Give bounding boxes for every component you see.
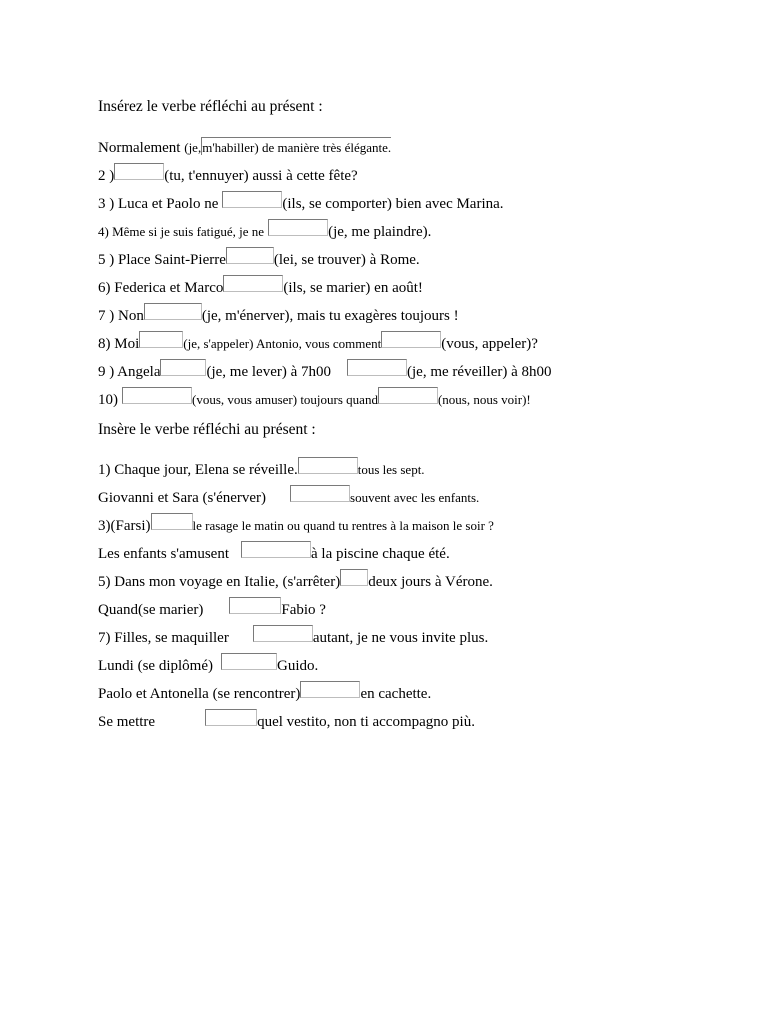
hint-text: (nous, nous voir)! [437,392,531,407]
answer-input[interactable] [300,681,360,698]
answer-input[interactable] [298,457,358,474]
hint-text: souvent avec les enfants. [350,490,480,505]
hint-text: tous les sept. [357,462,425,477]
hint-text: deux jours à Vérone. [368,574,493,590]
prompt-text: 6) Federica et Marco [98,280,224,296]
section1-heading: Insérez le verbe réfléchi au présent : [98,98,323,115]
section2-heading: Insère le verbe réfléchi au présent : [98,421,316,438]
exercise-line [98,275,423,296]
hint-text: (ils, se marier) en août! [283,280,423,296]
hint-text: en cachette. [360,686,432,702]
exercise-line [98,597,326,618]
exercise-line [98,653,319,674]
prompt-text: 2 ) [98,168,115,184]
prompt-text: 10) [98,392,118,408]
exercise-line [98,191,504,212]
answer-input[interactable] [122,387,192,404]
prompt-text: Normalement [98,140,185,156]
hint-text: (je, me plaindre). [328,224,432,240]
exercise-line [98,513,494,534]
hint-text: Fabio ? [281,602,326,618]
prompt-text: 5 ) Place Saint-Pierre [98,252,226,268]
prompt-text: 8) Moi [98,336,140,352]
hint-text: à la piscine chaque été. [311,546,450,562]
hint-text: quel vestito, non ti accompagno più. [257,714,475,730]
hint-text: (je, s'appeler) Antonio, vous comment [183,336,382,351]
answer-input[interactable] [381,331,441,348]
answer-input[interactable] [222,191,282,208]
hint-text: autant, je ne vous invite plus. [312,630,489,646]
exercise-line [98,709,475,730]
hint-text: Guido. [276,658,319,674]
answer-input[interactable] [290,485,350,502]
hint-text: le rasage le matin ou quand tu rentres à la maison le soir ? [192,518,494,533]
exercise-line [98,359,552,380]
answer-input[interactable] [160,359,206,376]
answer-input[interactable] [241,541,311,558]
exercise-line [98,387,531,408]
answer-input[interactable] [268,219,328,236]
exercise-line [98,331,538,352]
hint-text: (je, me réveiller) à 8h00 [407,364,552,380]
prompt-text: Se mettre [98,714,156,730]
answer-input[interactable] [151,513,193,530]
answer-input[interactable] [221,653,277,670]
answer-input[interactable] [378,387,438,404]
hint-text: (vous, appeler)? [441,336,538,352]
prompt-text: 9 ) Angela [98,364,161,380]
prompt-text: 7) Filles, se maquiller [98,630,229,646]
hint-text: (je, [184,140,202,155]
exercise-line [98,541,450,562]
answer-input[interactable] [229,597,281,614]
prompt-text: 1) Chaque jour, Elena se réveille. [98,462,298,478]
answer-input[interactable] [114,163,164,180]
exercise-line [98,681,432,702]
exercise-line [98,569,493,590]
prompt-text: Paolo et Antonella (se rencontrer) [98,686,301,702]
hint-text: (lei, se trouver) à Rome. [273,252,420,268]
prompt-text: Lundi (se diplômé) [98,658,213,674]
prompt-text: Les enfants s'amusent [98,546,230,562]
exercise-line [98,135,392,156]
exercise-line [98,485,480,506]
prompt-text: 3)(Farsi) [98,518,151,534]
prompt-text: 3 ) Luca et Paolo ne [98,196,219,212]
prompt-text: 7 ) Non [98,308,144,324]
hint-text: m'habiller) de manière très élégante. [201,137,391,155]
prompt-text: Giovanni et Sara (s'énerver) [98,490,267,506]
prompt-text: 4) Même si je suis fatigué, je ne [98,224,265,239]
hint-text: (vous, vous amuser) toujours quand [192,392,378,407]
exercise-line [98,247,420,268]
answer-input[interactable] [340,569,368,586]
hint-text: (je, m'énerver), mais tu exagères toujours ! [201,308,459,324]
exercise-line [98,625,489,646]
answer-input[interactable] [205,709,257,726]
exercise-line [98,303,459,324]
prompt-text: Quand(se marier) [98,602,204,618]
answer-input[interactable] [139,331,183,348]
hint-text: (ils, se comporter) bien avec Marina. [282,196,504,212]
exercise-line [98,163,358,184]
hint-text: (tu, t'ennuyer) aussi à cette fête? [164,168,358,184]
answer-input[interactable] [226,247,274,264]
prompt-text: 5) Dans mon voyage en Italie, (s'arrêter) [98,574,341,590]
answer-input[interactable] [144,303,202,320]
answer-input[interactable] [347,359,407,376]
answer-input[interactable] [223,275,283,292]
exercise-line [98,219,432,240]
hint-text: (je, me lever) à 7h00 [206,364,332,380]
exercise-line [98,457,425,478]
answer-input[interactable] [253,625,313,642]
